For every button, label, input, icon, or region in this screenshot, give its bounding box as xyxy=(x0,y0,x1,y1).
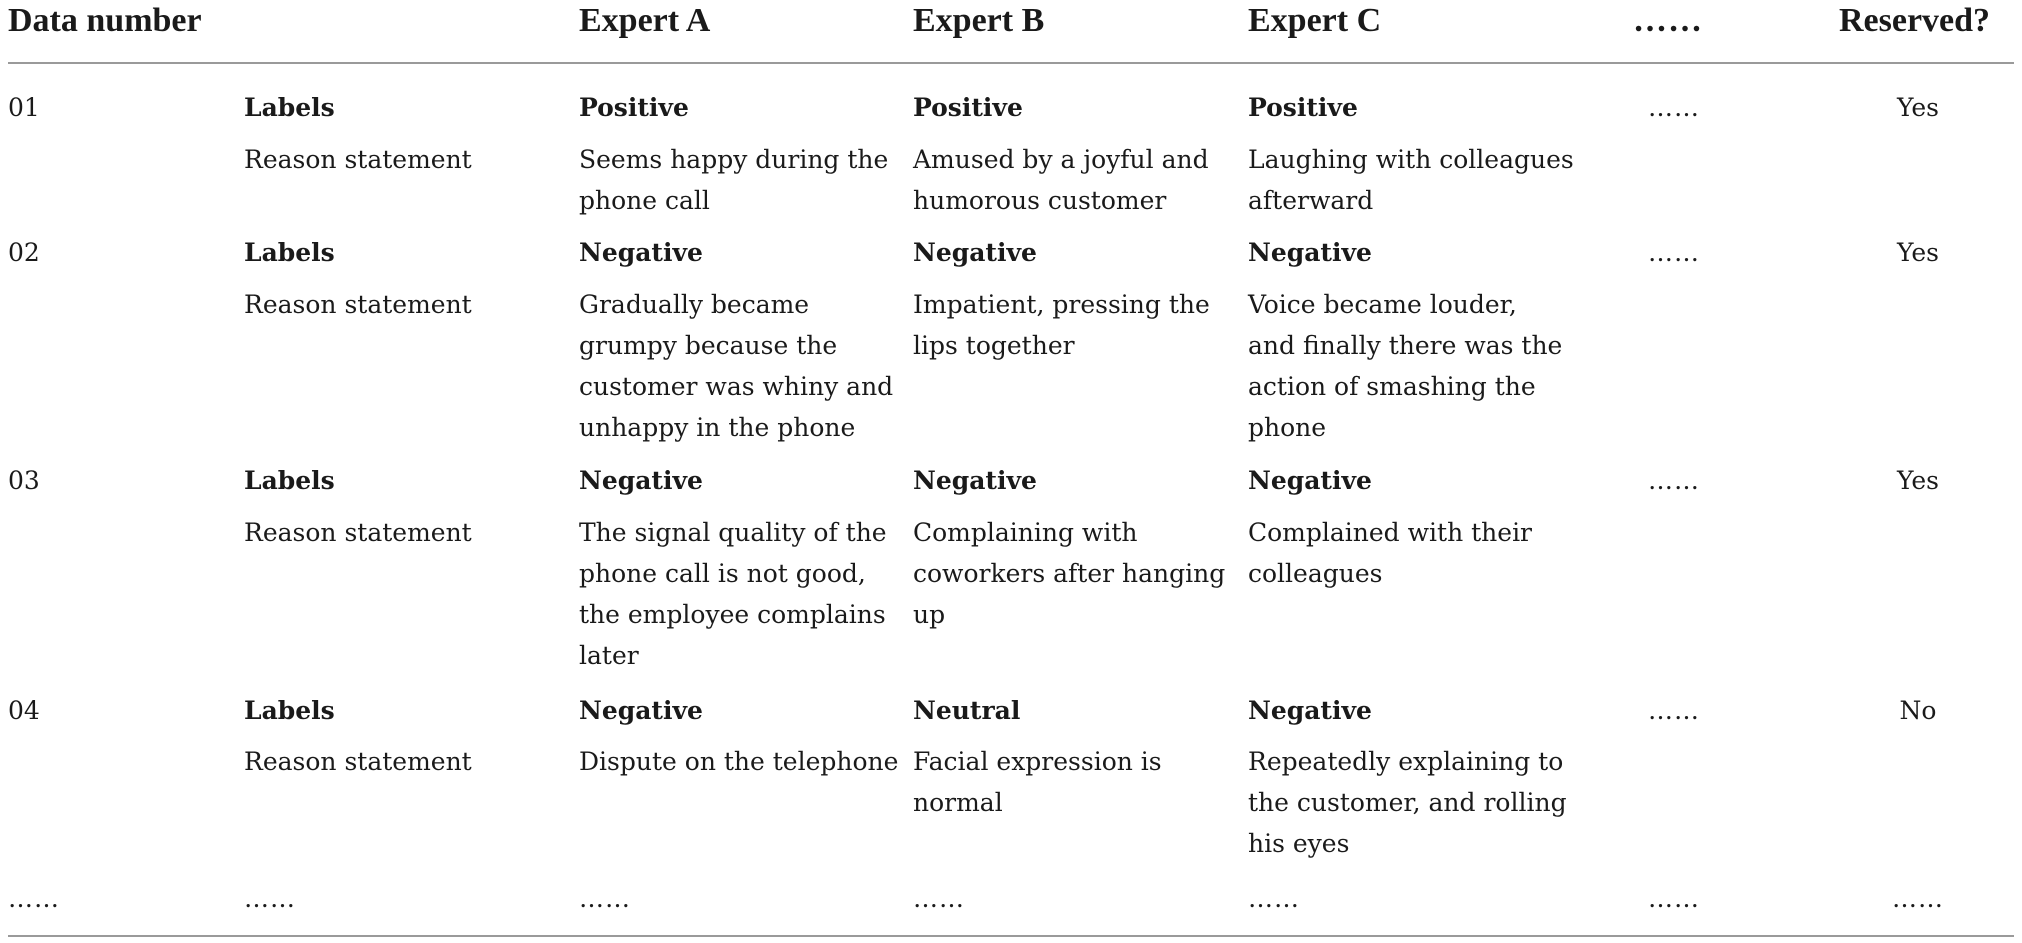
expert-c-label: Negative xyxy=(1248,696,1372,725)
ellipsis-reserved: …… xyxy=(1892,884,1944,913)
expert-a-label: Negative xyxy=(579,466,703,495)
reason-heading: Reason statement xyxy=(244,747,472,776)
ellipsis-expert-b: …… xyxy=(913,884,965,913)
header-data-number: Data number xyxy=(8,2,202,39)
expert-b-label: Neutral xyxy=(913,696,1021,725)
reserved-value: Yes xyxy=(1897,93,1939,122)
expert-b-label: Positive xyxy=(913,93,1023,122)
reason-heading: Reason statement xyxy=(244,518,472,547)
expert-a-reason: Seems happy during the phone call xyxy=(579,145,889,215)
expert-b-label: Negative xyxy=(913,238,1037,267)
labels-heading: Labels xyxy=(244,696,335,725)
header-expert-b: Expert B xyxy=(913,2,1045,39)
footer-rule xyxy=(8,935,2014,937)
expert-a-label: Negative xyxy=(579,238,703,267)
row-number: 01 xyxy=(8,93,40,122)
expert-a-reason: Gradually became grumpy because the customer was whiny and unhappy in the phone xyxy=(579,290,894,442)
row-number: 04 xyxy=(8,696,40,725)
expert-c-label: Positive xyxy=(1248,93,1358,122)
expert-c-reason: Laughing with colleagues afterward xyxy=(1248,145,1574,215)
row-number: 02 xyxy=(8,238,40,267)
expert-c-label: Negative xyxy=(1248,238,1372,267)
row-ellipsis: …… xyxy=(1648,466,1700,495)
expert-c-reason: Complained with their colleagues xyxy=(1248,518,1533,588)
labels-heading: Labels xyxy=(244,93,335,122)
expert-b-reason: Impatient, pressing the lips together xyxy=(913,290,1210,360)
row-ellipsis: …… xyxy=(1648,93,1700,122)
ellipsis-number: …… xyxy=(8,884,60,913)
ellipsis-more: …… xyxy=(1648,884,1700,913)
row-ellipsis: …… xyxy=(1648,238,1700,267)
expert-c-reason: Voice became louder, and finally there was the action of smashing the phone xyxy=(1248,290,1563,442)
expert-a-reason: The signal quality of the phone call is not good, the employee complains later xyxy=(579,518,887,670)
expert-b-reason: Amused by a joyful and humorous customer xyxy=(913,145,1209,215)
row-number: 03 xyxy=(8,466,40,495)
reason-heading: Reason statement xyxy=(244,145,472,174)
reserved-value: No xyxy=(1899,696,1937,725)
header-expert-c: Expert C xyxy=(1248,2,1382,39)
reason-heading: Reason statement xyxy=(244,290,472,319)
row-ellipsis: …… xyxy=(1648,696,1700,725)
expert-c-label: Negative xyxy=(1248,466,1372,495)
reserved-value: Yes xyxy=(1897,238,1939,267)
expert-b-reason: Complaining with coworkers after hanging up xyxy=(913,518,1226,629)
labels-heading: Labels xyxy=(244,238,335,267)
expert-b-reason: Facial expression is normal xyxy=(913,747,1162,817)
header-expert-a: Expert A xyxy=(579,2,711,39)
ellipsis-expert-a: …… xyxy=(579,884,631,913)
table-header-row xyxy=(0,0,2022,62)
labels-heading: Labels xyxy=(244,466,335,495)
ellipsis-labels: …… xyxy=(244,884,296,913)
header-reserved: Reserved? xyxy=(1839,2,1991,39)
header-ellipsis: …… xyxy=(1633,2,1703,39)
ellipsis-expert-c: …… xyxy=(1248,884,1300,913)
expert-b-label: Negative xyxy=(913,466,1037,495)
expert-a-label: Positive xyxy=(579,93,689,122)
expert-a-reason: Dispute on the telephone xyxy=(579,747,899,776)
expert-a-label: Negative xyxy=(579,696,703,725)
header-rule xyxy=(8,62,2014,64)
expert-c-reason: Repeatedly explaining to the customer, and rolling his eyes xyxy=(1248,747,1567,858)
reserved-value: Yes xyxy=(1897,466,1939,495)
